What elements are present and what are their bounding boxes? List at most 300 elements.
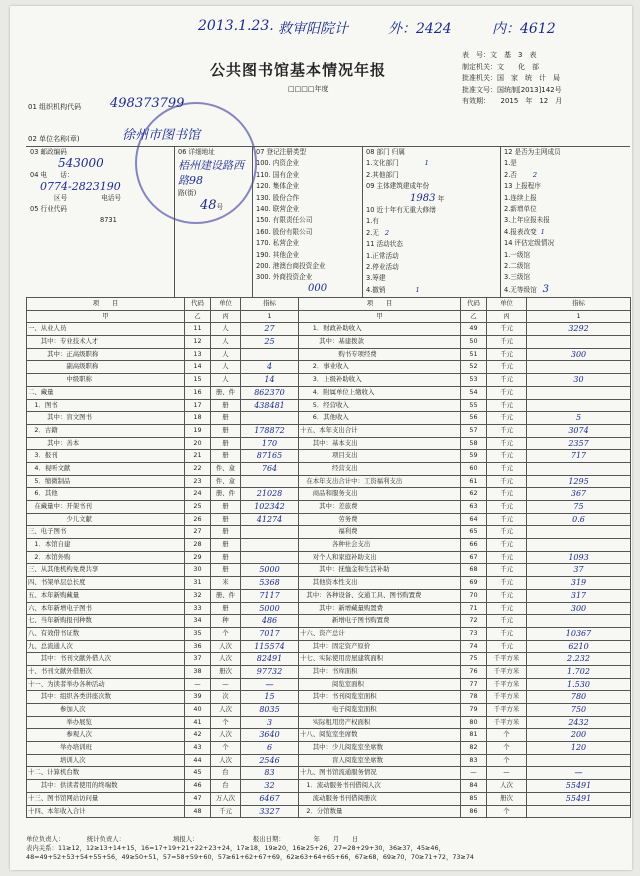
item-code: 84 [461,780,487,793]
item-code: 63 [461,501,487,514]
table-row [27,501,631,514]
registration-item: 130. 股份合作 [256,193,300,202]
table-row [27,640,631,653]
dept-item: 1.文化部门 [366,159,399,168]
registration-value: 000 [308,283,328,294]
renovation-value: 2 [384,228,390,237]
network-box [504,147,628,296]
industry-value: 8731 [100,216,117,225]
report-procedure-item: 2.新增单位 [504,205,537,214]
item-value: 6210 [527,640,631,653]
item-code: 53 [461,374,487,387]
item-label: 5．缩微制品 [27,475,185,488]
item-label: 其中：书刊阅览室面积 [299,691,461,704]
item-label: 项目支出 [299,450,461,463]
item-value: — [527,767,631,780]
item-code: 13 [185,348,211,361]
item-unit: 册、件 [211,488,241,501]
postal-box [30,147,170,227]
item-code: 23 [185,475,211,488]
item-code: 58 [461,437,487,450]
item-unit: 万人次 [211,792,241,805]
item-label: 十九、图书馆流通服务情况 [299,767,461,780]
item-value: 14 [241,374,299,387]
item-code: 32 [185,589,211,602]
item-value [527,805,631,818]
column-header: 代码 [461,298,487,311]
footer-relations: 48=49+52+53+54+55+56，49≥50+51，57=58+59+60，57≥61+62+67+69，62≥63+64+65+66，67≥68，69≥70，70≥71+72，73≥74 [26,853,474,861]
registration-item: 160. 股份有限公司 [256,227,313,236]
table-row [27,665,631,678]
column-subheader: 甲 [27,310,185,323]
item-unit: — [487,767,527,780]
item-unit: 千元 [487,602,527,615]
item-unit: 册 [211,399,241,412]
item-unit: — [211,678,241,691]
item-unit: 千元 [487,348,527,361]
item-value: 15 [241,691,299,704]
org-code-value: 498373799 [110,96,185,111]
item-code: 18 [185,412,211,425]
column-subheader: 丙 [211,310,241,323]
item-value: 37 [527,564,631,577]
item-unit: 人 [211,323,241,336]
item-code: 24 [185,488,211,501]
item-unit: 千元 [487,424,527,437]
item-label: 经营支出 [299,462,461,475]
item-value: 3327 [241,805,299,818]
column-header: 单位 [211,298,241,311]
item-value: 717 [527,450,631,463]
item-unit: 个 [487,754,527,767]
item-value: 438481 [241,399,299,412]
item-unit: 千元 [487,475,527,488]
item-unit: 册 [211,501,241,514]
item-unit: 人次 [211,704,241,717]
dept-item: 2.其他部门 [366,170,399,179]
registration-label: 07 登记注册类型 [256,148,307,156]
grade-item: 3.三级馆 [504,273,531,282]
item-code: 43 [185,742,211,755]
item-value [527,526,631,539]
registration-item: 190. 其他企业 [256,250,300,259]
table-row [27,462,631,475]
item-value [527,386,631,399]
item-code: 79 [461,704,487,717]
org-name-label: 02 单位名称(章) [28,135,80,143]
category-box [366,147,498,296]
item-label: 其中：善本 [27,437,185,450]
item-label: 各种社会支出 [299,539,461,552]
table-row [27,374,631,387]
column-header: 代码 [185,298,211,311]
item-unit: 册次 [487,792,527,805]
table-row [27,386,631,399]
item-unit: 千平方米 [487,665,527,678]
item-value: 55491 [527,780,631,793]
column-subheader: 1 [241,310,299,323]
item-code: 62 [461,488,487,501]
item-label: 购书专项经费 [299,348,461,361]
item-unit: 千元 [487,577,527,590]
item-label: 其中：差旅费 [299,501,461,514]
item-label: 劳务费 [299,513,461,526]
item-label: 阅览室面积 [299,678,461,691]
item-unit: 米 [211,577,241,590]
item-code: 30 [185,564,211,577]
item-unit: 件、盒 [211,462,241,475]
item-label: 福利费 [299,526,461,539]
item-unit: 台 [211,780,241,793]
item-label: 2．事业收入 [299,361,461,374]
item-label: 其中：少儿阅览室坐席数 [299,742,461,755]
item-label: 1．财政补助收入 [299,323,461,336]
item-label: 三、从其他机构免费共享 [27,564,185,577]
item-value [527,754,631,767]
table-row [27,792,631,805]
item-unit: 册、件 [211,589,241,602]
column-subheader: 乙 [461,310,487,323]
item-label: 3．上级补助收入 [299,374,461,387]
item-value [527,539,631,552]
item-value: 41274 [241,513,299,526]
item-value: 750 [527,704,631,717]
item-label: 1．本馆自建 [27,539,185,552]
item-label: 副高级职称 [27,361,185,374]
item-label: 十三、图书馆网站访问量 [27,792,185,805]
table-row [27,513,631,526]
item-label: 举办展览 [27,716,185,729]
table-row [27,729,631,742]
item-unit: 千平方米 [487,704,527,717]
item-unit: 千平方米 [487,691,527,704]
item-code: — [185,678,211,691]
item-value [527,361,631,374]
item-label: 其中：固定资产原价 [299,640,461,653]
meta-line: 批准机关：国 家 统 计 局 [462,74,560,82]
item-code: 54 [461,386,487,399]
item-value: 300 [527,602,631,615]
item-code: 37 [185,653,211,666]
table-row [27,615,631,628]
item-code: 40 [185,704,211,717]
item-unit: 千元 [487,640,527,653]
item-label: 2．古籍 [27,424,185,437]
item-unit: 千元 [487,462,527,475]
item-unit: 个 [211,627,241,640]
table-row [27,704,631,717]
item-value: 200 [527,729,631,742]
item-unit: 千元 [487,589,527,602]
item-code: 39 [185,691,211,704]
item-code: 68 [461,564,487,577]
column-subheader: 1 [527,310,631,323]
column-subheader: 丙 [487,310,527,323]
renovation-label: 10 近十年有无重大修缮 [366,206,436,215]
status-label: 11 活动状态 [366,240,403,249]
item-code: 55 [461,399,487,412]
item-code: 78 [461,691,487,704]
handwritten-note-2: 外：2424 [388,21,452,37]
item-code: 31 [185,577,211,590]
item-code: 45 [185,767,211,780]
item-value: 486 [241,615,299,628]
item-value: 7117 [241,589,299,602]
table-row [27,424,631,437]
report-procedure-item: 1.连续上报 [504,193,537,202]
item-value: 102342 [241,501,299,514]
item-value [527,615,631,628]
year-suffix: 年 [437,194,445,203]
network-item: 1.是 [504,159,517,168]
item-label: 2．分馆数量 [299,805,461,818]
item-unit: 人次 [211,754,241,767]
table-row [27,564,631,577]
table-row [27,627,631,640]
item-code: 77 [461,678,487,691]
table-row [27,716,631,729]
item-unit: 册 [211,602,241,615]
item-label: 其中：书刊文献外借人次 [27,653,185,666]
item-code: 34 [185,615,211,628]
item-label: 参观人次 [27,729,185,742]
item-value: 87165 [241,450,299,463]
item-value: 862370 [241,386,299,399]
item-value: 32 [241,780,299,793]
item-value [241,348,299,361]
item-value [241,526,299,539]
item-unit: 千平方米 [487,716,527,729]
status-item: 2.停业活动 [366,263,399,272]
address-box [178,147,250,213]
item-value: 2357 [527,437,631,450]
item-code: 46 [185,780,211,793]
report-procedure-item: 4.报表改变 [504,227,537,236]
item-unit: 千元 [487,374,527,387]
item-unit: 种 [211,615,241,628]
item-unit: 千平方米 [487,678,527,691]
item-code: — [461,767,487,780]
meta-line: 有效期： 2015 年 12 月 [462,97,563,105]
item-label: 其他资本性支出 [299,577,461,590]
item-unit: 千元 [487,627,527,640]
item-unit: 千元 [487,361,527,374]
item-value: 97732 [241,665,299,678]
item-code: 41 [185,716,211,729]
item-label: 新增电子图书购置费 [299,615,461,628]
item-code: 16 [185,386,211,399]
item-label: 其中：专业技术人才 [27,336,185,349]
item-label: 十六、资产总计 [299,627,461,640]
item-value: 3640 [241,729,299,742]
handwritten-note-1: 救审阳院计 [278,21,348,37]
item-value: 0.6 [527,513,631,526]
table-row [27,678,631,691]
registration-item: 110. 国有企业 [256,170,300,179]
item-code: 72 [461,615,487,628]
item-value: 178872 [241,424,299,437]
item-value [527,462,631,475]
phone-label: 04 电 话： [30,170,74,179]
item-code: 52 [461,361,487,374]
item-code: 83 [461,754,487,767]
item-label: 十五、本年支出合计 [299,424,461,437]
item-unit: 千元 [487,488,527,501]
item-code: 59 [461,450,487,463]
address-number-suffix: 号 [216,202,224,211]
item-label: 1．图书 [27,399,185,412]
item-value: 367 [527,488,631,501]
item-label: 其中：抚恤金和生活补助 [299,564,461,577]
item-label: 中级职称 [27,374,185,387]
item-unit: 千元 [487,386,527,399]
item-code: 42 [185,729,211,742]
item-label: 二、藏量 [27,386,185,399]
item-code: 22 [185,462,211,475]
dept-label: 08 部门 归属 [366,148,405,156]
postal-label: 03 邮政编码 [30,148,67,156]
item-unit: 册 [211,539,241,552]
item-code: 60 [461,462,487,475]
item-label: 流动服务书刊借阅册次 [299,792,461,805]
item-unit: 个 [487,805,527,818]
table-row [27,767,631,780]
footer-relations: 表内关系：11≥12，12≥13+14+15，16=17+19+21+22+23+24，17≥18，19≥20，16≥25+26，27=28+29+30，36≥37，45≥46， [26,844,445,852]
meta-line: 制定机关：文 化 部 [462,62,539,71]
item-value: 115574 [241,640,299,653]
footer [26,835,630,862]
item-label: 三、电子图书 [27,526,185,539]
table-header-row [27,310,631,323]
item-value: 2432 [527,716,631,729]
registration-item: 120. 集体企业 [256,182,300,191]
postal-value: 543000 [58,156,104,171]
item-code: 66 [461,539,487,552]
registration-box [256,147,360,284]
item-unit: 台 [211,767,241,780]
item-value: 7017 [241,627,299,640]
item-value: 1093 [527,551,631,564]
item-code: 29 [185,551,211,564]
item-unit: 册、件 [211,386,241,399]
footer-signatures: 单位负责人： 统计负责人： 填报人： 报出日期： 年 月 日 [26,835,359,843]
item-label: 十四、本年收入合计 [27,805,185,818]
item-label: 2．本馆外购 [27,551,185,564]
statistics-table [26,297,631,818]
item-unit: 千元 [487,551,527,564]
year-label: 09 主体建筑建成年份 [366,182,430,191]
table-row [27,551,631,564]
item-label: 十二、计算机台数 [27,767,185,780]
form-meta [462,50,628,108]
item-code: 69 [461,577,487,590]
table-row [27,526,631,539]
item-value: 300 [527,348,631,361]
status-item: 1.正常活动 [366,251,399,260]
table-row [27,475,631,488]
item-value: 4 [241,361,299,374]
item-unit: 千元 [487,539,527,552]
item-label: 在本年支出合计中：工资福利支出 [299,475,461,488]
item-label: 其中：书库面积 [299,665,461,678]
item-code: 82 [461,742,487,755]
item-label: 其中：供读者使用的终端数 [27,780,185,793]
item-label: 十七、实际使用房屋建筑面积 [299,653,461,666]
item-code: 61 [461,475,487,488]
item-code: 70 [461,589,487,602]
address-label: 06 详细地址 [178,148,215,156]
item-label: 四、书架单层总长度 [27,577,185,590]
item-label: 十八、阅览室坐席数 [299,729,461,742]
item-label: 4．附属单位上缴收入 [299,386,461,399]
item-unit: 人次 [211,729,241,742]
item-label: 6．其他 [27,488,185,501]
item-unit: 册 [211,526,241,539]
item-value: 6 [241,742,299,755]
item-unit: 千元 [487,399,527,412]
item-unit: 册 [211,564,241,577]
table-row [27,780,631,793]
item-value: 2.232 [527,653,631,666]
item-label: 商品和服务支出 [299,488,461,501]
item-unit: 千元 [487,323,527,336]
item-unit: 册次 [211,665,241,678]
item-label: 六、本年新增电子图书 [27,602,185,615]
item-code: 12 [185,336,211,349]
item-code: 50 [461,336,487,349]
network-value: 2 [532,170,538,179]
renovation-item: 1.有 [366,217,379,226]
handwritten-note-3: 内：4612 [492,21,556,37]
item-unit: 千元 [211,805,241,818]
item-label: 其中：基建拨款 [299,336,461,349]
item-unit: 人次 [211,653,241,666]
item-value: 2546 [241,754,299,767]
item-value: 1295 [527,475,631,488]
item-value: 5000 [241,602,299,615]
address-suffix: 路(街) [178,189,197,198]
item-value: 55491 [527,792,631,805]
registration-item: 300. 外商投资企业 [256,273,313,282]
item-code: 71 [461,602,487,615]
status-value: 1 [415,285,420,294]
item-label: 4．视听文献 [27,462,185,475]
column-subheader: 甲 [299,310,461,323]
item-label: 6．其他收入 [299,412,461,425]
item-code: 21 [185,450,211,463]
item-label: 在藏量中：开架书刊 [27,501,185,514]
item-unit: 册 [211,424,241,437]
item-code: 19 [185,424,211,437]
item-code: 65 [461,526,487,539]
industry-label: 05 行业代码 [30,205,67,214]
item-unit: 个 [211,716,241,729]
item-unit: 千元 [487,513,527,526]
item-label: 九、总流通人次 [27,640,185,653]
dept-value: 1 [424,159,429,168]
item-code: 17 [185,399,211,412]
area-code-label: 区号 [54,193,68,202]
grade-item: 1.一级馆 [504,250,531,259]
table-row [27,412,631,425]
grade-item: 2.二级馆 [504,262,531,271]
report-procedure-value: 1 [540,227,545,236]
item-value: 83 [241,767,299,780]
renovation-item: 2.无 [366,228,379,237]
org-info-block [26,146,630,297]
item-unit: 千平方米 [487,653,527,666]
item-value [241,539,299,552]
